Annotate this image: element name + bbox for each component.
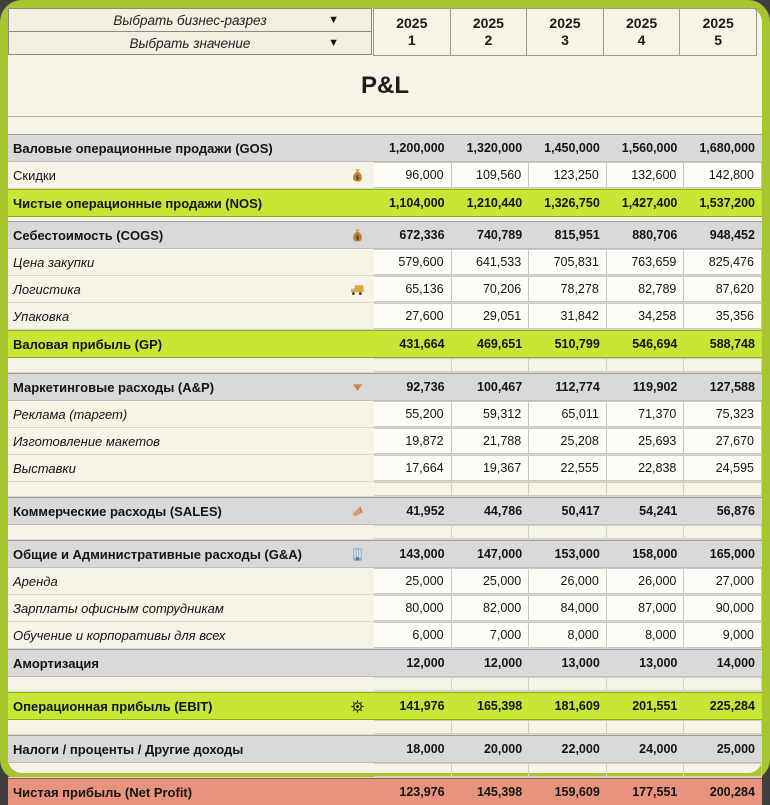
value-cell: 24,595 bbox=[684, 455, 762, 481]
value-cell: 1,450,000 bbox=[544, 141, 600, 155]
value-cell: 96,000 bbox=[374, 162, 452, 188]
value-cell: 143,000 bbox=[399, 547, 445, 561]
row-label: Обучение и корпоративы для всех bbox=[13, 627, 226, 643]
value-cell: 1,326,750 bbox=[544, 196, 600, 210]
value-cell: 8,000 bbox=[607, 622, 685, 648]
truck-icon bbox=[340, 276, 374, 302]
value-cell: 200,284 bbox=[709, 785, 755, 799]
value-cell bbox=[529, 482, 607, 496]
column-period: 5 bbox=[714, 32, 723, 48]
value-cell: 880,706 bbox=[632, 228, 678, 242]
table-row bbox=[8, 649, 762, 677]
period-column-header[interactable] bbox=[450, 8, 528, 56]
value-cell: 6,000 bbox=[374, 622, 452, 648]
value-cell bbox=[607, 763, 685, 777]
value-cell: 26,000 bbox=[529, 568, 607, 594]
value-cell: 8,000 bbox=[529, 622, 607, 648]
value-cell: 84,000 bbox=[529, 595, 607, 621]
value-cell: 431,664 bbox=[399, 337, 445, 351]
icon-slot-empty bbox=[340, 249, 374, 275]
svg-text:$: $ bbox=[354, 174, 360, 182]
table-row bbox=[8, 568, 762, 595]
value-cell: 145,398 bbox=[477, 785, 523, 799]
row-label: Зарплаты офисным сотрудникам bbox=[13, 600, 224, 616]
value-cell: 127,588 bbox=[709, 380, 755, 394]
icon-slot-empty bbox=[340, 401, 374, 427]
period-column-header[interactable] bbox=[373, 8, 451, 56]
value-cell bbox=[529, 677, 607, 691]
value-cell: 31,842 bbox=[529, 303, 607, 329]
table-row bbox=[8, 303, 762, 330]
table-row bbox=[8, 622, 762, 649]
value-cell: 165,000 bbox=[709, 547, 755, 561]
value-selector-dropdown[interactable] bbox=[8, 31, 372, 55]
table-row bbox=[8, 720, 762, 735]
value-cell: 25,208 bbox=[529, 428, 607, 454]
value-cell: 147,000 bbox=[477, 547, 523, 561]
table-row bbox=[8, 358, 762, 373]
value-cell bbox=[452, 358, 530, 372]
value-cell: 87,620 bbox=[684, 276, 762, 302]
chevron-down-icon: ▼ bbox=[328, 37, 339, 49]
value-cell: 22,555 bbox=[529, 455, 607, 481]
table-row bbox=[8, 249, 762, 276]
value-cell: 201,551 bbox=[632, 699, 678, 713]
period-column-header[interactable] bbox=[679, 8, 757, 56]
value-cell: 14,000 bbox=[716, 656, 755, 670]
icon-slot-empty bbox=[340, 720, 374, 734]
row-label: Реклама (таргет) bbox=[13, 406, 128, 422]
icon-slot-empty bbox=[340, 568, 374, 594]
value-cell: 17,664 bbox=[374, 455, 452, 481]
period-column-header[interactable] bbox=[603, 8, 681, 56]
icon-slot-empty bbox=[340, 358, 374, 372]
value-cell: 12,000 bbox=[406, 656, 445, 670]
value-cell: 35,356 bbox=[684, 303, 762, 329]
value-cell: 25,000 bbox=[374, 568, 452, 594]
value-cell: 579,600 bbox=[374, 249, 452, 275]
value-cell bbox=[529, 763, 607, 777]
top-bar bbox=[8, 8, 762, 56]
row-label: Налоги / проценты / Другие доходы bbox=[13, 741, 244, 757]
value-cell: 641,533 bbox=[452, 249, 530, 275]
row-label: Валовая прибыль (GP) bbox=[13, 336, 163, 352]
table-row bbox=[8, 276, 762, 303]
value-cell: 13,000 bbox=[561, 656, 600, 670]
table-row bbox=[8, 778, 762, 805]
table-row bbox=[8, 221, 762, 249]
value-cell: 21,788 bbox=[452, 428, 530, 454]
value-cell: 34,258 bbox=[607, 303, 685, 329]
row-label bbox=[8, 677, 340, 691]
column-period: 1 bbox=[407, 32, 416, 48]
icon-slot-empty bbox=[340, 650, 374, 676]
value-cell: 225,284 bbox=[709, 699, 755, 713]
value-cell bbox=[374, 677, 452, 691]
value-cell: 469,651 bbox=[477, 337, 523, 351]
icon-slot-empty bbox=[340, 763, 374, 777]
row-label: Упаковка bbox=[13, 308, 70, 324]
value-cell: 75,323 bbox=[684, 401, 762, 427]
value-cell: 825,476 bbox=[684, 249, 762, 275]
value-cell: 740,789 bbox=[477, 228, 523, 242]
value-cell: 763,659 bbox=[607, 249, 685, 275]
value-cell: 27,670 bbox=[684, 428, 762, 454]
value-cell: 109,560 bbox=[452, 162, 530, 188]
value-cell bbox=[607, 482, 685, 496]
row-label: Валовые операционные продажи (GOS) bbox=[13, 140, 273, 156]
value-cell: 1,537,200 bbox=[699, 196, 755, 210]
value-cell: 672,336 bbox=[399, 228, 445, 242]
money-bag-icon bbox=[340, 222, 374, 248]
value-cell: 82,789 bbox=[607, 276, 685, 302]
table-row bbox=[8, 763, 762, 778]
value-cell: 65,011 bbox=[529, 401, 607, 427]
value-cell bbox=[529, 358, 607, 372]
table-row bbox=[8, 189, 762, 217]
filter-controls bbox=[8, 8, 374, 56]
value-cell: 22,838 bbox=[607, 455, 685, 481]
value-cell: 78,278 bbox=[529, 276, 607, 302]
value-cell: 123,976 bbox=[399, 785, 445, 799]
value-cell bbox=[374, 720, 452, 734]
value-cell: 1,210,440 bbox=[466, 196, 523, 210]
value-cell: 56,876 bbox=[716, 504, 755, 518]
gear-icon bbox=[340, 693, 374, 719]
value-cell: 132,600 bbox=[607, 162, 685, 188]
value-cell bbox=[684, 677, 762, 691]
column-year: 2025 bbox=[472, 14, 504, 31]
value-cell: 65,136 bbox=[374, 276, 452, 302]
row-label: Выставки bbox=[13, 460, 76, 476]
table-row bbox=[8, 677, 762, 692]
value-cell: 153,000 bbox=[554, 547, 600, 561]
value-cell: 19,367 bbox=[452, 455, 530, 481]
column-year: 2025 bbox=[396, 14, 428, 31]
value-cell: 13,000 bbox=[639, 656, 678, 670]
table-row bbox=[8, 540, 762, 568]
row-label bbox=[8, 358, 340, 372]
value-cell: 50,417 bbox=[561, 504, 600, 518]
value-cell: 177,551 bbox=[632, 785, 678, 799]
value-cell: 142,800 bbox=[684, 162, 762, 188]
value-selector-dropdown-label: Выбрать значение bbox=[129, 35, 251, 51]
value-cell bbox=[374, 358, 452, 372]
value-cell: 92,736 bbox=[406, 380, 445, 394]
value-cell bbox=[529, 525, 607, 539]
value-cell: 29,051 bbox=[452, 303, 530, 329]
row-label: Чистые операционные продажи (NOS) bbox=[13, 195, 263, 211]
row-label: Маркетинговые расходы (A&P) bbox=[13, 379, 215, 395]
value-cell: 588,748 bbox=[709, 337, 755, 351]
value-cell: 22,000 bbox=[561, 742, 600, 756]
row-label: Операционная прибыль (EBIT) bbox=[13, 698, 213, 714]
value-cell: 158,000 bbox=[632, 547, 678, 561]
icon-slot-empty bbox=[340, 303, 374, 329]
icon-slot-empty bbox=[340, 455, 374, 481]
title-block bbox=[8, 56, 762, 117]
row-label bbox=[8, 525, 340, 539]
spacer-band bbox=[8, 117, 762, 134]
value-cell bbox=[684, 525, 762, 539]
column-period: 2 bbox=[484, 32, 493, 48]
value-cell: 90,000 bbox=[684, 595, 762, 621]
value-cell bbox=[684, 763, 762, 777]
value-cell bbox=[684, 482, 762, 496]
table-row bbox=[8, 595, 762, 622]
row-label: Скидки bbox=[13, 167, 56, 183]
value-cell: 705,831 bbox=[529, 249, 607, 275]
value-cell: 1,680,000 bbox=[699, 141, 755, 155]
icon-slot-empty bbox=[340, 622, 374, 648]
icon-slot-empty bbox=[340, 736, 374, 762]
value-cell: 510,799 bbox=[554, 337, 600, 351]
megaphone-icon bbox=[340, 498, 374, 524]
value-cell: 18,000 bbox=[406, 742, 445, 756]
column-year: 2025 bbox=[626, 14, 658, 31]
value-cell: 7,000 bbox=[452, 622, 530, 648]
column-year: 2025 bbox=[702, 14, 734, 31]
value-cell: 71,370 bbox=[607, 401, 685, 427]
table-row bbox=[8, 401, 762, 428]
value-cell bbox=[607, 677, 685, 691]
table-row bbox=[8, 428, 762, 455]
money-bag-icon bbox=[340, 162, 374, 188]
value-cell: 948,452 bbox=[709, 228, 755, 242]
row-label bbox=[8, 720, 340, 734]
value-cell: 70,206 bbox=[452, 276, 530, 302]
icon-slot-empty bbox=[340, 190, 374, 216]
filter-triangle-icon bbox=[340, 374, 374, 400]
value-cell: 1,104,000 bbox=[388, 196, 445, 210]
value-cell: 82,000 bbox=[452, 595, 530, 621]
table-row bbox=[8, 692, 762, 720]
chevron-down-icon: ▼ bbox=[328, 14, 339, 26]
value-cell: 123,250 bbox=[529, 162, 607, 188]
value-cell: 80,000 bbox=[374, 595, 452, 621]
column-year: 2025 bbox=[549, 14, 581, 31]
value-cell: 12,000 bbox=[483, 656, 523, 670]
value-cell: 1,427,400 bbox=[621, 196, 678, 210]
table-row bbox=[8, 735, 762, 763]
icon-slot-empty bbox=[340, 135, 374, 161]
value-cell bbox=[607, 525, 685, 539]
value-cell bbox=[452, 525, 530, 539]
value-cell: 59,312 bbox=[452, 401, 530, 427]
icon-slot-empty bbox=[340, 525, 374, 539]
row-label bbox=[8, 763, 340, 777]
value-cell bbox=[452, 482, 530, 496]
value-cell bbox=[374, 763, 452, 777]
row-label: Себестоимость (COGS) bbox=[13, 227, 164, 243]
value-cell bbox=[607, 720, 685, 734]
value-cell: 25,000 bbox=[452, 568, 530, 594]
value-cell: 26,000 bbox=[607, 568, 685, 594]
icon-slot-empty bbox=[340, 595, 374, 621]
period-column-header[interactable] bbox=[526, 8, 604, 56]
value-cell: 87,000 bbox=[607, 595, 685, 621]
value-cell bbox=[607, 358, 685, 372]
value-cell: 815,951 bbox=[554, 228, 600, 242]
value-cell: 9,000 bbox=[684, 622, 762, 648]
row-label: Чистая прибыль (Net Profit) bbox=[13, 784, 193, 800]
value-cell bbox=[452, 677, 530, 691]
icon-slot-empty bbox=[340, 428, 374, 454]
value-cell: 24,000 bbox=[639, 742, 678, 756]
value-cell: 100,467 bbox=[477, 380, 523, 394]
building-icon bbox=[340, 541, 374, 567]
value-cell: 19,872 bbox=[374, 428, 452, 454]
row-label: Амортизация bbox=[13, 655, 99, 671]
value-cell: 165,398 bbox=[477, 699, 523, 713]
pnl-table bbox=[8, 134, 762, 805]
icon-slot-empty bbox=[340, 331, 374, 357]
row-label: Логистика bbox=[13, 281, 81, 297]
table-row bbox=[8, 330, 762, 358]
value-cell: 159,609 bbox=[554, 785, 600, 799]
value-cell bbox=[452, 720, 530, 734]
icon-slot-empty bbox=[340, 482, 374, 496]
page-title: P&L bbox=[361, 72, 409, 99]
icon-slot-empty bbox=[340, 677, 374, 691]
table-row bbox=[8, 525, 762, 540]
row-label: Коммерческие расходы (SALES) bbox=[13, 503, 222, 519]
icon-slot-empty bbox=[340, 779, 374, 805]
value-cell: 1,320,000 bbox=[466, 141, 523, 155]
value-cell: 44,786 bbox=[483, 504, 523, 518]
table-row bbox=[8, 455, 762, 482]
value-cell bbox=[374, 482, 452, 496]
value-cell bbox=[452, 763, 530, 777]
column-period: 3 bbox=[561, 32, 569, 48]
table-row bbox=[8, 162, 762, 189]
value-cell: 41,952 bbox=[406, 504, 445, 518]
value-cell: 27,000 bbox=[684, 568, 762, 594]
row-label: Общие и Административные расходы (G&A) bbox=[13, 546, 302, 562]
value-cell: 181,609 bbox=[554, 699, 600, 713]
value-cell bbox=[684, 358, 762, 372]
row-label bbox=[8, 482, 340, 496]
table-row bbox=[8, 373, 762, 401]
table-row bbox=[8, 497, 762, 525]
svg-text:$: $ bbox=[354, 234, 360, 242]
value-cell: 25,000 bbox=[716, 742, 755, 756]
value-cell: 1,200,000 bbox=[388, 141, 445, 155]
value-cell bbox=[374, 525, 452, 539]
business-slice-dropdown[interactable] bbox=[8, 8, 372, 32]
row-label: Цена закупки bbox=[13, 254, 95, 270]
column-period: 4 bbox=[637, 32, 646, 48]
value-cell: 55,200 bbox=[374, 401, 452, 427]
value-cell: 141,976 bbox=[399, 699, 445, 713]
value-cell: 546,694 bbox=[632, 337, 678, 351]
row-label: Аренда bbox=[13, 573, 58, 589]
value-cell: 20,000 bbox=[483, 742, 523, 756]
business-slice-dropdown-label: Выбрать бизнес-разрез bbox=[113, 12, 267, 28]
value-cell: 54,241 bbox=[639, 504, 678, 518]
table-row bbox=[8, 134, 762, 162]
value-cell: 119,902 bbox=[632, 380, 678, 394]
value-cell: 112,774 bbox=[555, 380, 600, 394]
period-column-headers bbox=[374, 8, 762, 56]
value-cell: 27,600 bbox=[374, 303, 452, 329]
row-label: Изготовление макетов bbox=[13, 433, 160, 449]
value-cell: 25,693 bbox=[607, 428, 685, 454]
value-cell: 1,560,000 bbox=[621, 141, 678, 155]
table-row bbox=[8, 482, 762, 497]
value-cell bbox=[684, 720, 762, 734]
value-cell bbox=[529, 720, 607, 734]
